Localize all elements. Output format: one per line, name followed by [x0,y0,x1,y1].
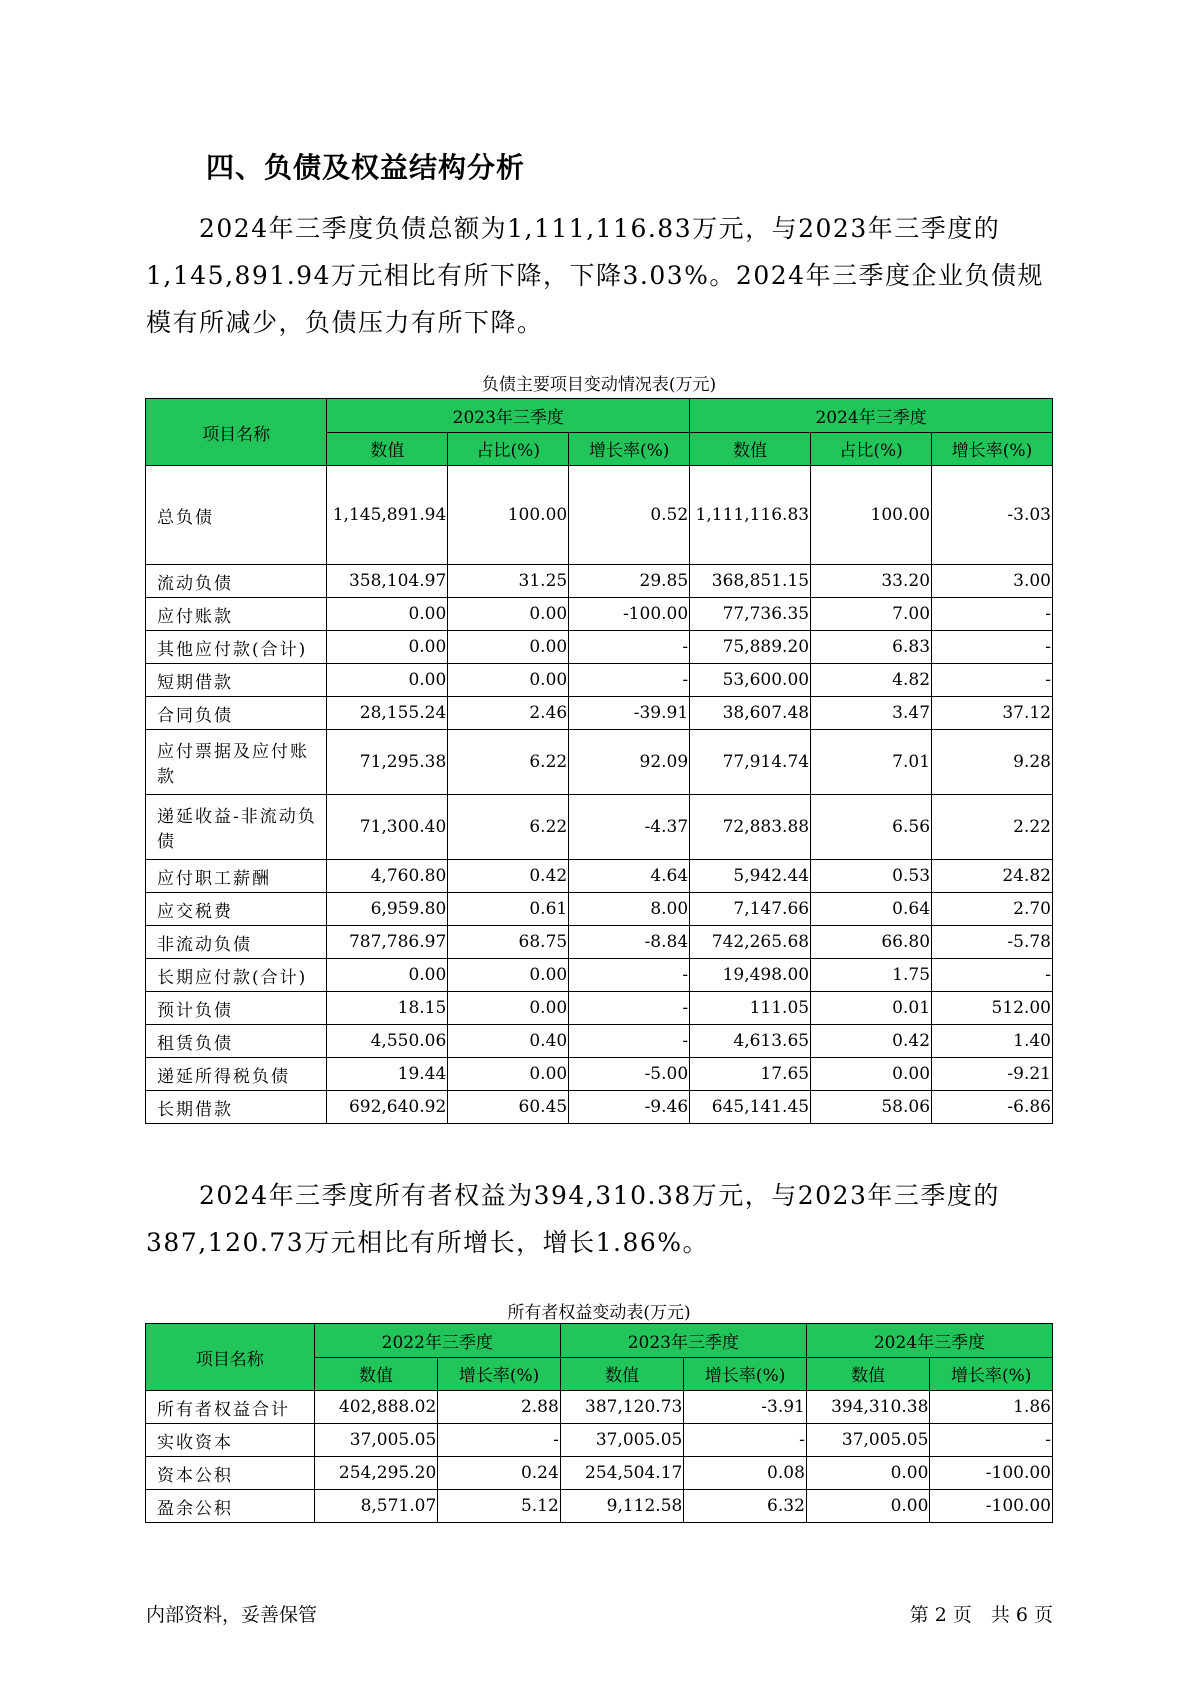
table-row [146,959,1053,992]
row-label-cell: 预计负债 [146,992,327,1025]
value-cell: 5.12 [438,1490,561,1523]
value-cell: 1.40 [932,1025,1053,1058]
row-label-cell: 总负债 [146,466,327,565]
table-row [146,1058,1053,1091]
row-label-cell: 合同负债 [146,697,327,730]
value-cell: 4.64 [569,860,690,893]
value-cell: 2.70 [932,893,1053,926]
value-cell: 0.00 [806,1457,930,1490]
value-cell: - [569,1025,690,1058]
liability-subheader-growth: 增长率(%) [569,432,690,466]
value-cell: 512.00 [932,992,1053,1025]
value-cell: 37,005.05 [806,1424,930,1457]
value-cell: 2.46 [448,697,569,730]
value-cell: 0.00 [327,598,448,631]
liability-header-item-name: 项目名称 [146,399,327,466]
row-label-cell: 递延收益-非流动负债 [146,795,327,860]
row-label-cell: 实收资本 [146,1424,315,1457]
value-cell: - [932,631,1053,664]
table-row [146,1025,1053,1058]
value-cell: 92.09 [569,730,690,795]
value-cell: 100.00 [448,466,569,565]
value-cell: - [569,631,690,664]
equity-header-item-name: 项目名称 [146,1324,315,1391]
value-cell: 75,889.20 [690,631,811,664]
value-cell: 254,295.20 [314,1457,438,1490]
table-row [146,992,1053,1025]
row-label-cell: 盈余公积 [146,1490,315,1523]
table-row [146,730,1053,795]
liability-subheader-value: 数值 [690,432,811,466]
liability-subheader-share: 占比(%) [811,432,932,466]
table-row [146,598,1053,631]
row-label-cell: 应付账款 [146,598,327,631]
value-cell: 19,498.00 [690,959,811,992]
row-label-cell: 租赁负债 [146,1025,327,1058]
value-cell: 4,760.80 [327,860,448,893]
section-title: 四、负债及权益结构分析 [206,151,526,184]
value-cell: 0.42 [448,860,569,893]
liability-header-period-2023: 2023年三季度 [327,399,690,433]
value-cell: 0.00 [327,631,448,664]
value-cell: 394,310.38 [806,1391,930,1424]
value-cell: -8.84 [569,926,690,959]
value-cell: 0.64 [811,893,932,926]
value-cell: -9.21 [932,1058,1053,1091]
value-cell: 100.00 [811,466,932,565]
value-cell: 37,005.05 [314,1424,438,1457]
liability-subheader-growth: 增长率(%) [932,432,1053,466]
equity-summary-paragraph: 2024年三季度所有者权益为394,310.38万元，与2023年三季度的387,120.73万元相比有所增长，增长1.86%。 [146,1181,1000,1257]
equity-subheader-growth: 增长率(%) [930,1357,1053,1391]
value-cell: 8.00 [569,893,690,926]
value-cell: 0.40 [448,1025,569,1058]
value-cell: 77,736.35 [690,598,811,631]
value-cell: 9,112.58 [560,1490,684,1523]
row-label-cell: 长期借款 [146,1091,327,1124]
table-row [146,795,1053,860]
equity-table [145,1323,1053,1523]
table-row [146,664,1053,697]
value-cell: 37,005.05 [560,1424,684,1457]
value-cell: 29.85 [569,565,690,598]
liability-header-period-2024: 2024年三季度 [690,399,1053,433]
row-label-cell: 资本公积 [146,1457,315,1490]
table-row [146,697,1053,730]
table-row [146,1457,1053,1490]
value-cell: 0.24 [438,1457,561,1490]
value-cell: 60.45 [448,1091,569,1124]
value-cell: 7,147.66 [690,893,811,926]
value-cell: - [930,1424,1053,1457]
value-cell: 358,104.97 [327,565,448,598]
equity-subheader-growth: 增长率(%) [438,1357,561,1391]
table-row [146,466,1053,565]
value-cell: - [684,1424,807,1457]
value-cell: 787,786.97 [327,926,448,959]
value-cell: 77,914.74 [690,730,811,795]
row-label-cell: 其他应付款(合计) [146,631,327,664]
liability-subheader-share: 占比(%) [448,432,569,466]
value-cell: 1.86 [930,1391,1053,1424]
table-row [146,1490,1053,1523]
table-row [146,631,1053,664]
value-cell: - [932,598,1053,631]
table-row [146,893,1053,926]
value-cell: - [438,1424,561,1457]
value-cell: -100.00 [930,1490,1053,1523]
value-cell: -39.91 [569,697,690,730]
equity-subheader-growth: 增长率(%) [684,1357,807,1391]
row-label-cell: 短期借款 [146,664,327,697]
value-cell: 0.00 [806,1490,930,1523]
value-cell: 0.00 [448,664,569,697]
table-row [146,1391,1053,1424]
equity-header-period-2024: 2024年三季度 [806,1324,1052,1358]
value-cell: 2.22 [932,795,1053,860]
value-cell: 692,640.92 [327,1091,448,1124]
row-label-cell: 应付职工薪酬 [146,860,327,893]
value-cell: 111.05 [690,992,811,1025]
value-cell: 7.00 [811,598,932,631]
value-cell: 0.42 [811,1025,932,1058]
value-cell: 1,111,116.83 [690,466,811,565]
value-cell: 72,883.88 [690,795,811,860]
table-row [146,565,1053,598]
value-cell: 33.20 [811,565,932,598]
value-cell: 17.65 [690,1058,811,1091]
value-cell: 368,851.15 [690,565,811,598]
value-cell: 18.15 [327,992,448,1025]
value-cell: 1.75 [811,959,932,992]
value-cell: 4,613.65 [690,1025,811,1058]
row-label-cell: 应付票据及应付账款 [146,730,327,795]
value-cell: 68.75 [448,926,569,959]
value-cell: 0.00 [448,1058,569,1091]
value-cell: - [569,959,690,992]
value-cell: 0.00 [448,631,569,664]
value-cell: 0.00 [448,598,569,631]
value-cell: - [932,959,1053,992]
value-cell: 6.22 [448,730,569,795]
equity-table-caption: 所有者权益变动表(万元) [507,1303,691,1323]
value-cell: 71,295.38 [327,730,448,795]
value-cell: 4.82 [811,664,932,697]
value-cell: 6,959.80 [327,893,448,926]
value-cell: 7.01 [811,730,932,795]
value-cell: -100.00 [569,598,690,631]
row-label-cell: 非流动负债 [146,926,327,959]
value-cell: 0.52 [569,466,690,565]
value-cell: 19.44 [327,1058,448,1091]
table-row [146,926,1053,959]
row-label-cell: 递延所得税负债 [146,1058,327,1091]
value-cell: 24.82 [932,860,1053,893]
row-label-cell: 应交税费 [146,893,327,926]
liability-table [145,398,1053,1124]
table-row [146,860,1053,893]
value-cell: 387,120.73 [560,1391,684,1424]
liability-subheader-value: 数值 [327,432,448,466]
value-cell: 0.00 [448,959,569,992]
value-cell: 58.06 [811,1091,932,1124]
value-cell: -9.46 [569,1091,690,1124]
value-cell: 0.00 [327,664,448,697]
value-cell: -3.03 [932,466,1053,565]
value-cell: 0.61 [448,893,569,926]
value-cell: 5,942.44 [690,860,811,893]
value-cell: 6.32 [684,1490,807,1523]
liability-table-caption: 负债主要项目变动情况表(万元) [481,375,717,395]
value-cell: -6.86 [932,1091,1053,1124]
value-cell: 0.08 [684,1457,807,1490]
value-cell: -100.00 [930,1457,1053,1490]
value-cell: 3.47 [811,697,932,730]
value-cell: -5.78 [932,926,1053,959]
value-cell: 2.88 [438,1391,561,1424]
value-cell: 28,155.24 [327,697,448,730]
footer-confidential-note: 内部资料，妥善保管 [146,1604,318,1626]
table-row [146,1091,1053,1124]
value-cell: 645,141.45 [690,1091,811,1124]
value-cell: 0.53 [811,860,932,893]
equity-subheader-value: 数值 [806,1357,930,1391]
value-cell: 6.22 [448,795,569,860]
table-row [146,1424,1053,1457]
equity-header-period-2022: 2022年三季度 [314,1324,560,1358]
value-cell: 3.00 [932,565,1053,598]
value-cell: 71,300.40 [327,795,448,860]
row-label-cell: 所有者权益合计 [146,1391,315,1424]
value-cell: - [569,664,690,697]
value-cell: 37.12 [932,697,1053,730]
value-cell: -5.00 [569,1058,690,1091]
value-cell: 4,550.06 [327,1025,448,1058]
value-cell: 254,504.17 [560,1457,684,1490]
row-label-cell: 长期应付款(合计) [146,959,327,992]
value-cell: 1,145,891.94 [327,466,448,565]
value-cell: 402,888.02 [314,1391,438,1424]
value-cell: 9.28 [932,730,1053,795]
value-cell: 66.80 [811,926,932,959]
value-cell: 0.00 [327,959,448,992]
value-cell: 742,265.68 [690,926,811,959]
value-cell: 31.25 [448,565,569,598]
liability-summary-paragraph: 2024年三季度负债总额为1,111,116.83万元，与2023年三季度的1,145,891.94万元相比有所下降，下降3.03%。2024年三季度企业负债规模有所减少，负债压力有所下降。 [146,214,1045,337]
value-cell: - [932,664,1053,697]
value-cell: - [569,992,690,1025]
value-cell: 53,600.00 [690,664,811,697]
footer-page-number: 第 2 页 共 6 页 [909,1604,1053,1626]
value-cell: -4.37 [569,795,690,860]
row-label-cell: 流动负债 [146,565,327,598]
value-cell: 6.56 [811,795,932,860]
value-cell: 6.83 [811,631,932,664]
value-cell: 8,571.07 [314,1490,438,1523]
value-cell: 38,607.48 [690,697,811,730]
value-cell: 0.01 [811,992,932,1025]
equity-subheader-value: 数值 [314,1357,438,1391]
value-cell: 0.00 [448,992,569,1025]
value-cell: -3.91 [684,1391,807,1424]
equity-subheader-value: 数值 [560,1357,684,1391]
equity-header-period-2023: 2023年三季度 [560,1324,806,1358]
value-cell: 0.00 [811,1058,932,1091]
